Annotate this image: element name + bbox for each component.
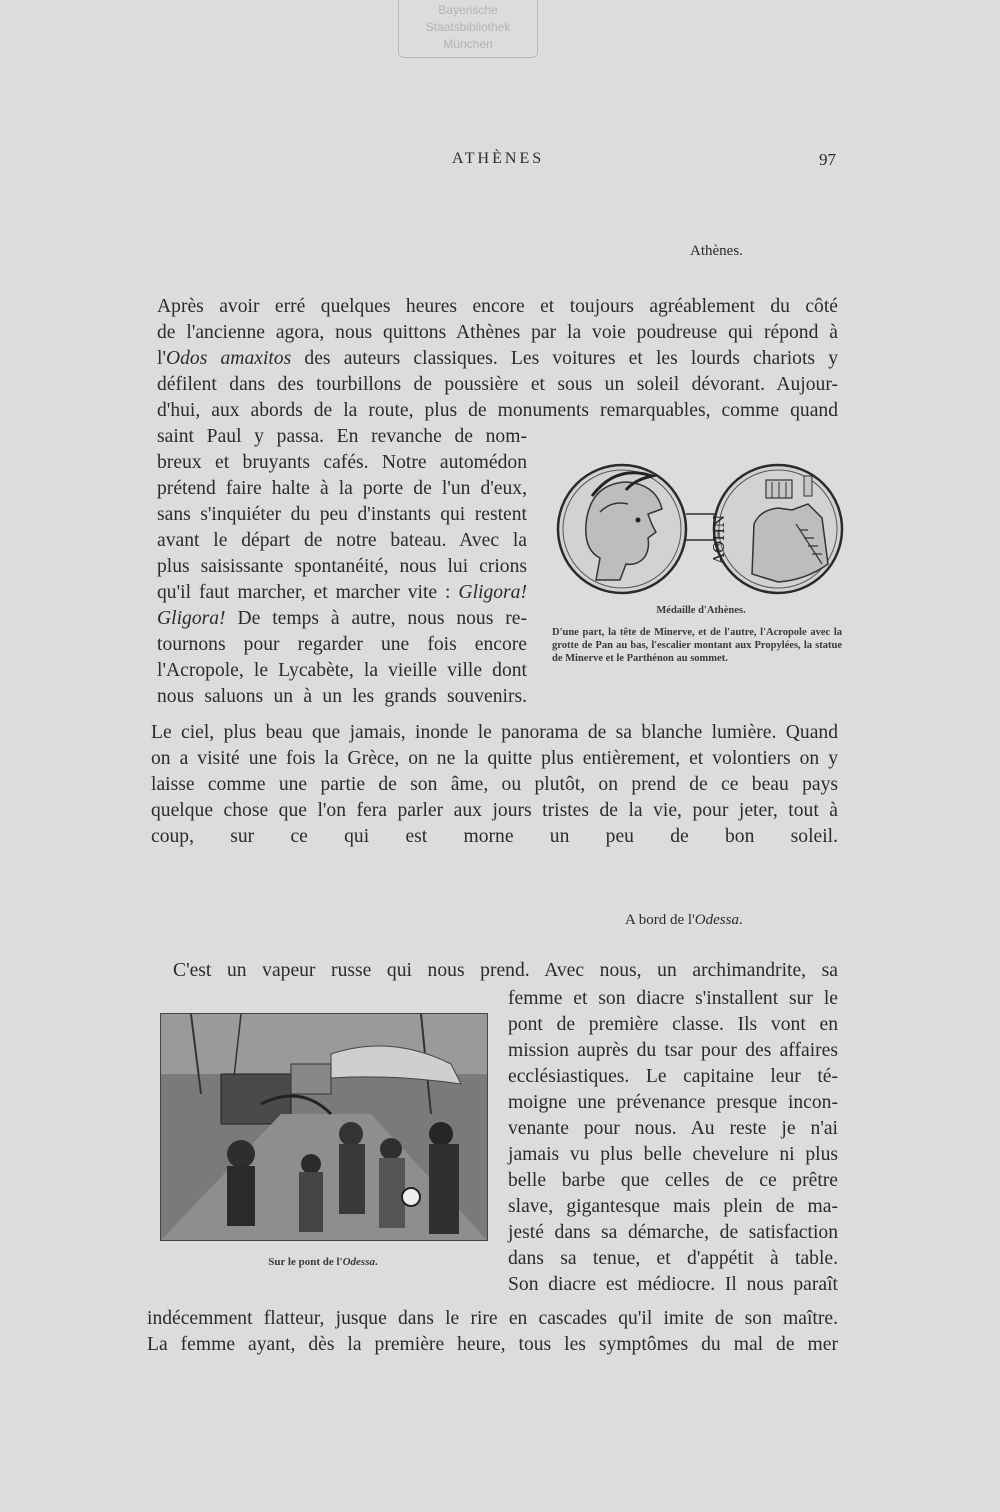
coin-illustration bbox=[556, 454, 846, 604]
text-line bbox=[157, 580, 527, 606]
coin-inscription: ΑΘΗΝ bbox=[710, 514, 728, 564]
text-line: prétend faire halte à la porte de l'un d'eux, bbox=[157, 478, 527, 499]
text-line: Après avoir erré quelques heures encore et toujours agréablement du côté bbox=[157, 296, 838, 317]
text-line: venante pour nous. Au reste je n'ai bbox=[508, 1118, 838, 1139]
text-line: défilent dans des tourbillons de poussière et sous un soleil dévorant. Aujour- bbox=[157, 374, 838, 395]
text-segment: De temps à autre, nous nous re- bbox=[225, 608, 527, 629]
library-stamp bbox=[398, 0, 538, 58]
caption-segment: Sur le pont de l' bbox=[268, 1256, 343, 1268]
text-line bbox=[157, 606, 527, 632]
text-line: laisse comme une partie de son âme, ou plutôt, on prend de ce beau pays bbox=[151, 774, 838, 795]
text-line: Son diacre est médiocre. Il nous paraît bbox=[508, 1274, 838, 1295]
text-line: d'hui, aux abords de la route, plus de monuments remarquables, comme quand bbox=[157, 400, 838, 421]
text-segment: l' bbox=[157, 348, 166, 369]
text-line: La femme ayant, dès la première heure, tous les symptômes du mal de mer bbox=[147, 1334, 838, 1355]
heading-italic: Odessa bbox=[694, 912, 739, 928]
paragraph-top bbox=[157, 294, 838, 424]
caption-segment: . bbox=[375, 1256, 378, 1268]
heading-segment: A bord de l' bbox=[625, 912, 695, 928]
coin-obverse bbox=[558, 465, 686, 593]
paragraph-first-line bbox=[173, 958, 838, 984]
page-number: 97 bbox=[819, 150, 836, 169]
text-line: breux et bruyants cafés. Notre automédon bbox=[157, 452, 527, 473]
text-segment: des auteurs classiques. Les voitures et les lourds chariots y bbox=[291, 348, 838, 369]
text-line: moigne une prévenance presque incon- bbox=[508, 1092, 838, 1113]
stamp-line: Staatsbibliothek bbox=[425, 20, 511, 34]
text-line: ecclésiastiques. Le capitaine leur té- bbox=[508, 1066, 838, 1087]
section-heading-athenes: Athènes. bbox=[690, 243, 743, 259]
text-line: plus saisissante spontanéité, nous lui crions bbox=[157, 556, 527, 577]
stamp-line: Bayerische bbox=[438, 3, 498, 17]
text-line: tournons pour regarder une fois encore bbox=[157, 634, 527, 655]
text-line: de l'ancienne agora, nous quittons Athènes par la voie poudreuse qui répond à bbox=[157, 322, 838, 343]
section-heading-odessa bbox=[625, 912, 743, 929]
text-line: Le ciel, plus beau que jamais, inonde le panorama de sa blanche lumière. Quand bbox=[151, 722, 838, 743]
text-line: femme et son diacre s'installent sur le bbox=[508, 988, 838, 1009]
ship-deck-photo bbox=[160, 1013, 488, 1241]
text-line: belle barbe que celles de ce prêtre bbox=[508, 1170, 838, 1191]
heading-segment: . bbox=[738, 912, 743, 928]
italic-term: Gligora! bbox=[458, 582, 527, 603]
text-line bbox=[157, 346, 838, 372]
text-line: indécemment flatteur, jusque dans le rire en cascades qu'il imite de son maître. bbox=[147, 1308, 838, 1329]
text-line: jesté dans sa démarche, de satisfaction bbox=[508, 1222, 838, 1243]
text-line: sans s'inquiéter du peu d'instants qui restent bbox=[157, 504, 527, 525]
text-line: pont de première classe. Ils vont en bbox=[508, 1014, 838, 1035]
text-line: C'est un vapeur russe qui nous prend. Avec nous, un archimandrite, sa bbox=[173, 960, 838, 981]
paragraph-bottom bbox=[151, 720, 838, 850]
text-line: dans sa tenue, et d'appétit à table. bbox=[508, 1248, 838, 1269]
text-line: slave, gigantesque mais plein de ma- bbox=[508, 1196, 838, 1217]
coin-reverse bbox=[710, 465, 842, 593]
text-line: on a visité une fois la Grèce, on ne la quitte plus entièrement, et volontiers on y bbox=[151, 748, 838, 769]
text-line: coup, sur ce qui est morne un peu de bon soleil. bbox=[151, 826, 838, 847]
text-line: l'Acropole, le Lycabète, la vieille ville dont bbox=[157, 660, 527, 681]
italic-term: Gligora! bbox=[157, 608, 226, 629]
figure-caption-text: D'une part, la tête de Minerve, et de l'autre, l'Acropole avec la grotte de Pan au bas, l'escalier montant aux Propylées, la statue de Minerve et le Parthénon au sommet. bbox=[552, 627, 842, 664]
paragraph-narrow-2 bbox=[508, 986, 838, 1298]
caption-italic: Odessa bbox=[342, 1256, 375, 1268]
text-line: nous saluons un à un les grands souvenirs. bbox=[157, 686, 527, 707]
paragraph-narrow bbox=[157, 424, 527, 710]
running-title: ATHÈNES bbox=[452, 150, 545, 167]
italic-term: Odos amaxitos bbox=[165, 348, 292, 369]
text-line: jamais vu plus belle chevelure ni plus bbox=[508, 1144, 838, 1165]
photo-caption bbox=[160, 1256, 486, 1269]
text-line: mission auprès du tsar pour des affaires bbox=[508, 1040, 838, 1061]
stamp-line: München bbox=[443, 37, 493, 51]
paragraph-final bbox=[147, 1306, 838, 1358]
running-header bbox=[150, 150, 840, 174]
text-line: saint Paul y passa. En revanche de nom- bbox=[157, 426, 527, 447]
text-segment: qu'il faut marcher, et marcher vite : bbox=[157, 582, 459, 603]
figure-caption-title: Médaille d'Athènes. bbox=[656, 605, 746, 616]
text-line: avant le départ de notre bateau. Avec la bbox=[157, 530, 527, 551]
text-line: quelque chose que l'on fera parler aux jours tristes de la vie, pour jeter, tout à bbox=[151, 800, 838, 821]
